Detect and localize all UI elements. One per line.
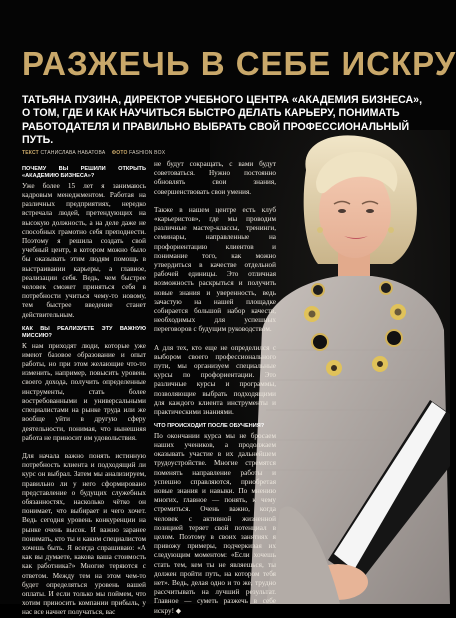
- answer-paragraph: Также в нашем центре есть клуб «карьеристов», где мы проводим различные мастер-классы, тренинги, семинары, направленные на профориентацию клиентов и понимание того, как можно утвердиться в качестве отдельной рабочей единицы. Это отличная возможность раскрыться и получить новые знания и уверенность, ведь зачастую на нашей площадке собирается большой набор качеств, необходимых для успешных переговоров с будущим руководством.: [154, 205, 276, 334]
- text-column-2: [154, 160, 276, 615]
- answer-paragraph: К нам приходят люди, которые уже имеют базовое образование и опыт работы, но при этом желающие что-то изменить, например, повысить уровень своего дохода, получить определенные инструменты, стать более востребованными и универсальными специалистами на рынке труда или же вообще уйти в другую сферу деятельности, понимая, что нынешняя работа не приносит им удовольствия.: [22, 341, 146, 442]
- answer-paragraph: Уже более 15 лет я занимаюсь кадровым менеджментом. Работая на различных предприятиях, нередко встречала людей, претендующих на высокую должность, а на деле даже не способных грамотно себя преподнести. Поэтому я решила создать свой учебный центр, в котором можно было бы оказывать этим людям помощь в выстраивании карьеры, а главное, реализации себя. Ведь, чем быстрее человек сможет приняться себя в потребности учиться чему-то новому, тем быстрее введение станет действительным.: [22, 181, 146, 319]
- answer-paragraph: Для начала важно понять истинную потребность клиента и подходящий ли курс он выбрал. Затем мы анализируем, правильно ли у него сформировано представление о будущих служебных обязанностях, насколько чётко он понимает, что выбирает и чего хочет. Ведь сегодня уровень конкуренции на рынке очень высок. И важно заранее понимать, кто ты и каким специалистом хочешь быть. Я всегда спрашиваю: «А как вы думаете, какова ваша стоимость как работника?» Многие теряются с ответом. Между тем на этом чем-то будет определяться уровень вашей оплаты. И если только мы поймем, что хотим приносить компании прибыль, у нас все начнет получаться, вас: [22, 451, 146, 617]
- article-headline: РАЗЖЕЧЬ В СЕБЕ ИСКРУ: [22, 45, 456, 82]
- question-heading: ЧТО ПРОИСХОДИТ ПОСЛЕ ОБУЧЕНИЯ?: [154, 423, 265, 430]
- article-credits: [22, 150, 322, 156]
- credit-photo-author: FASHION BOX: [129, 150, 166, 156]
- article-lead: ТАТЬЯНА ПУЗИНА, ДИРЕКТОР УЧЕБНОГО ЦЕНТРА «АКАДЕМИЯ БИЗНЕСА», О ТОМ, ГДЕ И КАК НАУЧИТЬСЯ БЫСТРО ДЕЛАТЬ КАРЬЕРУ, ПОНИМАТЬ РАБОТОДАТЕЛЯ И ПРАВИЛЬНО ВЫБРАТЬ СВОЙ ПРОФЕССИОНАЛЬНЫЙ ПУТЬ.: [22, 94, 423, 147]
- answer-paragraph: По окончании курса мы не бросаем наших учеников, а продолжаем оказывать участие в их дальнейшем трудоустройстве. Многие стремятся поменять направление работы и успешно справляются, приобретая новые знания и навыки. По мнению многих, главное — понять, к чему стремиться. Очень важно, когда человек с активной жизненной позицией теряет свой потенциал в целом. Поэтому в своих занятиях я привожу примеры, подчеркивая их следующим моментом: «Если хочешь стать тем, кем ты не являешься, ты должен пройти путь, на котором тебя нет». Ведь, делая одно и то же, трудно рассчитывать на лучший результат. Главное — суметь разжечь в себе искру! ◆: [154, 431, 276, 615]
- text-column-1: [22, 160, 146, 617]
- answer-paragraph: не будут сокращать, с вами будут советоваться. Нужно постоянно обновлять свои знания, совершенствовать свои умения.: [154, 160, 276, 196]
- question-heading: КАК ВЫ РЕАЛИЗУЕТЕ ЭТУ ВАЖНУЮ МИССИЮ?: [22, 325, 146, 340]
- answer-paragraph: А для тех, кто еще не определился с выбором своего профессионального пути, мы организуем специальные курсы по профориентации. Это различные курсы и программы, позволяющие выбрать подходящими для каждого клиента инструменты и практическими знаниями.: [154, 343, 276, 417]
- credit-photo-label: ФОТО: [111, 150, 128, 156]
- question-heading: ПОЧЕМУ ВЫ РЕШИЛИ ОТКРЫТЬ «АКАДЕМИЮ БИЗНЕСА»?: [22, 166, 146, 180]
- credit-text-label: ТЕКСТ: [22, 150, 39, 156]
- credit-text-author: СТАНИСЛАВА НАБАТОВА: [40, 150, 106, 156]
